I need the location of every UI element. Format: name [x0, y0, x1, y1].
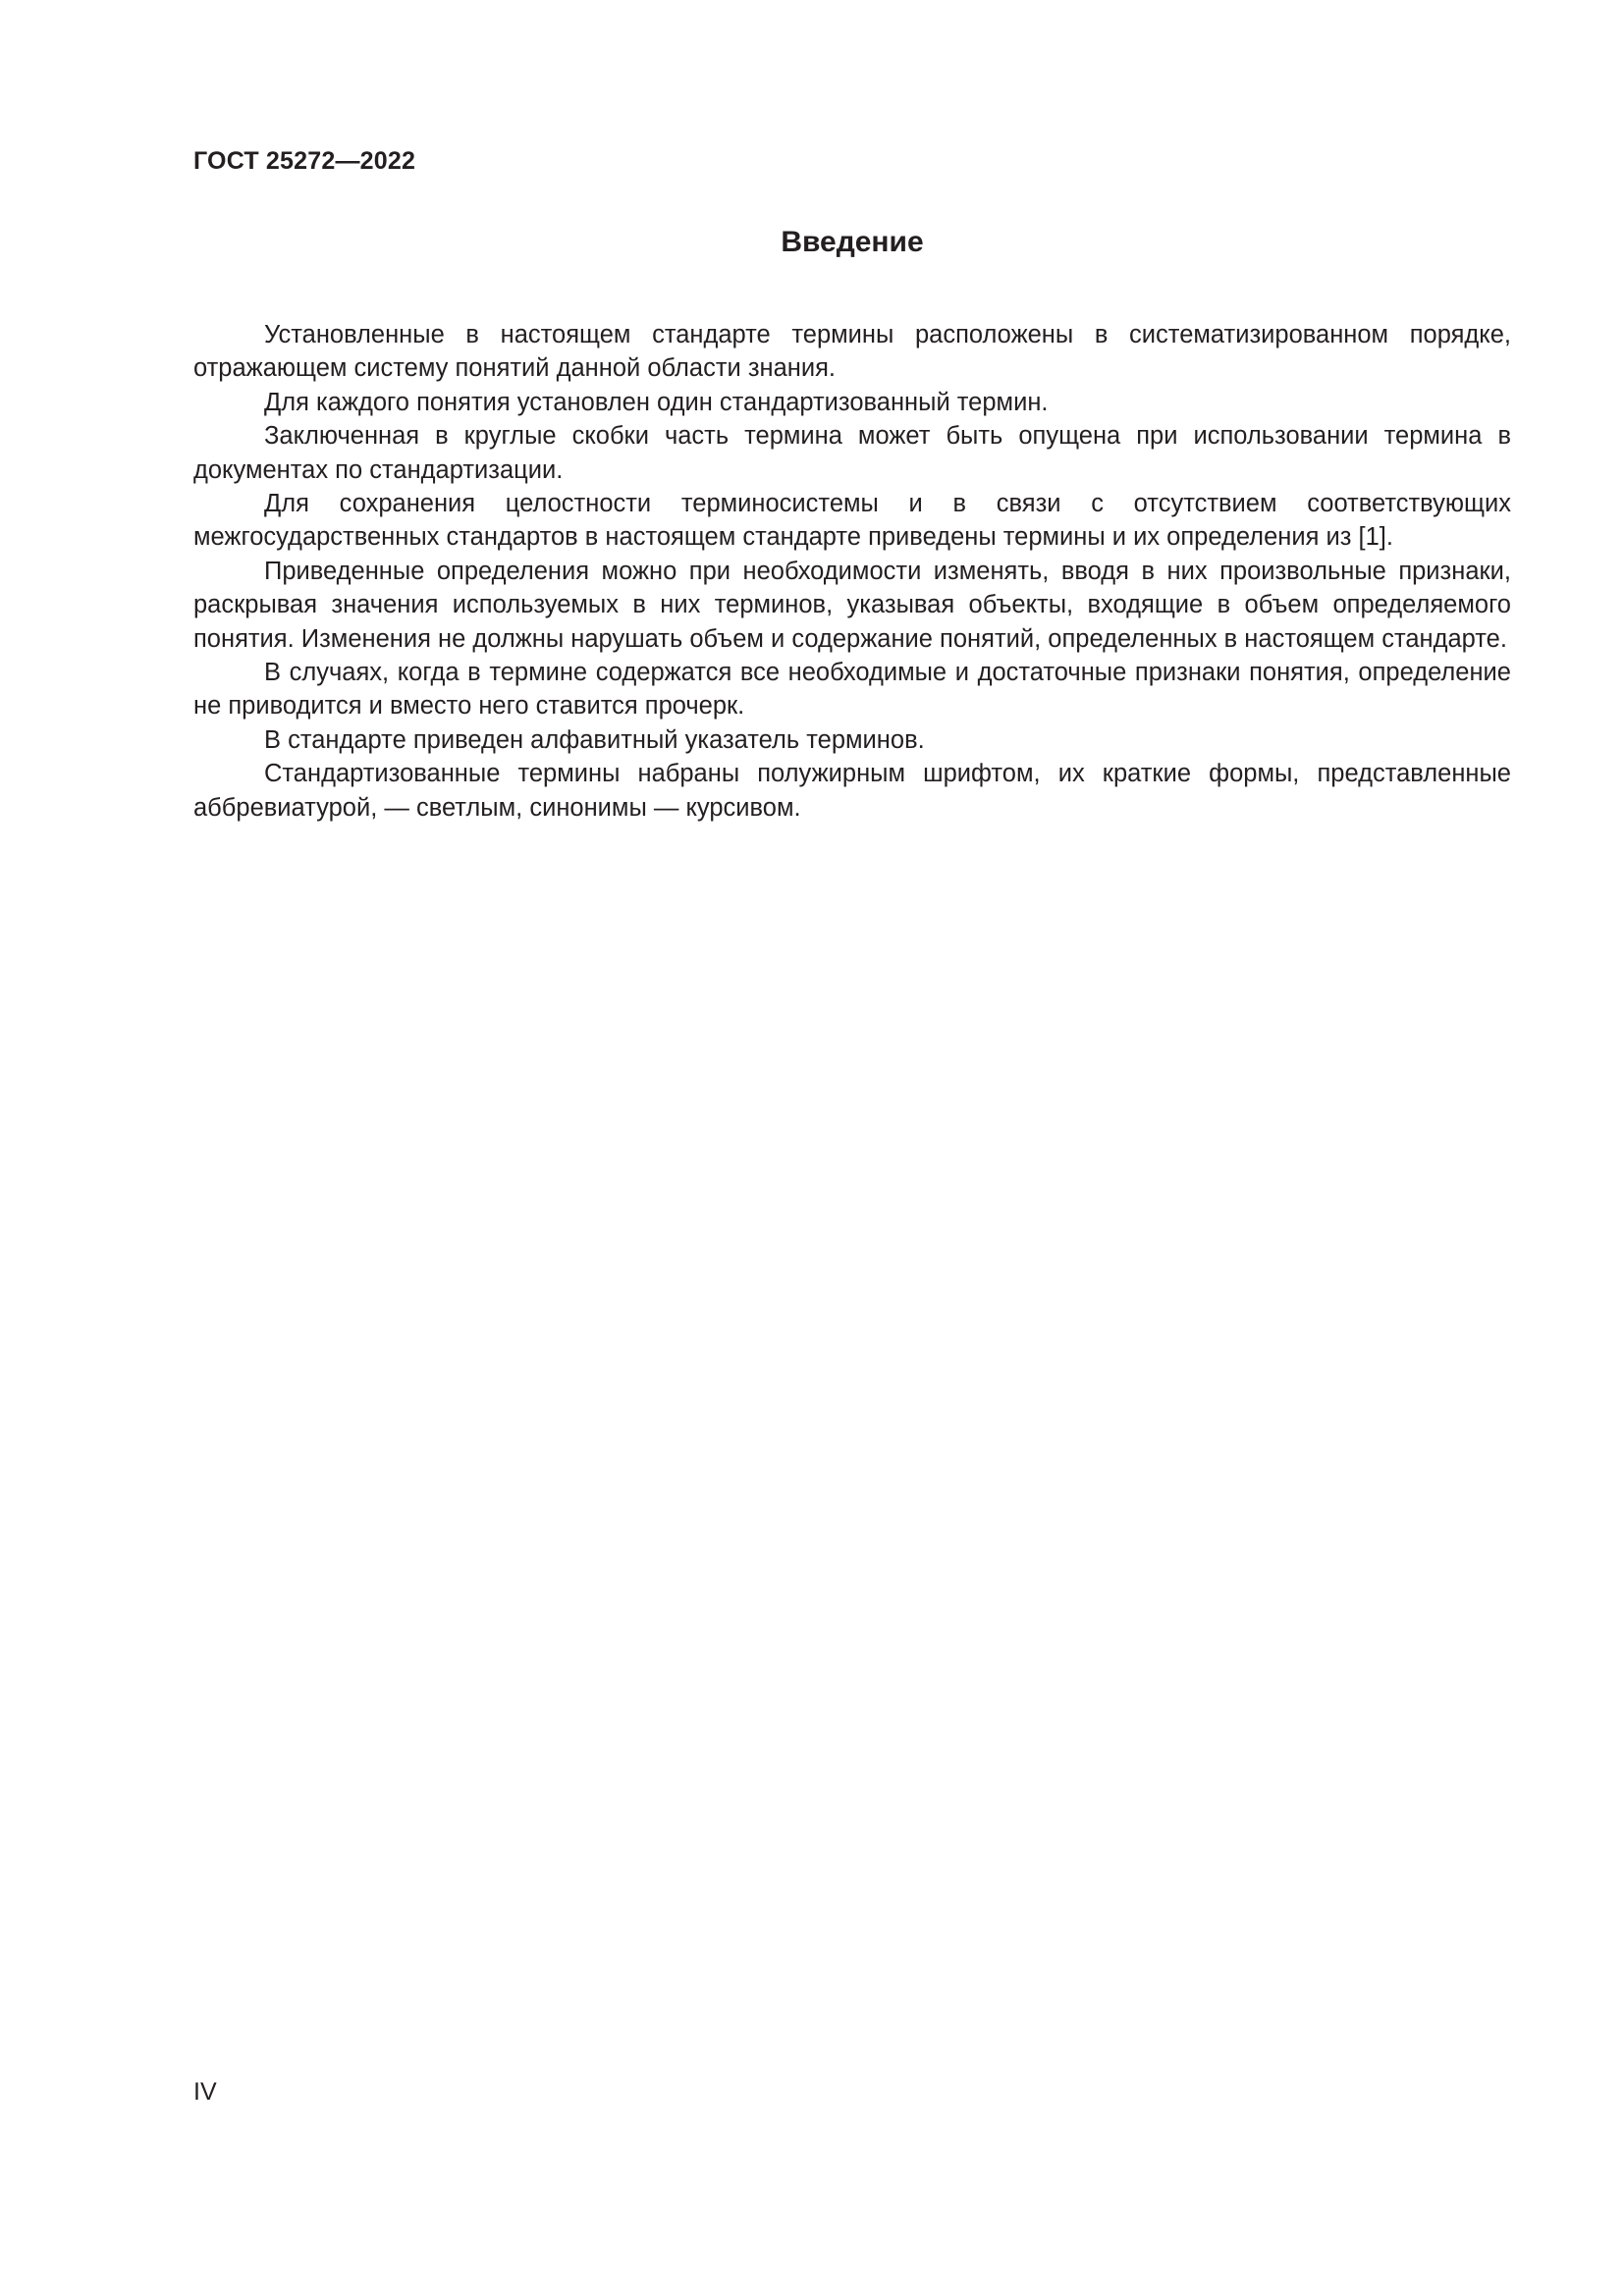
page-number: IV — [193, 2078, 217, 2106]
paragraph: Для сохранения целостности терминосистемы и в связи с отсутствием соответствующих межгосударственных стандартов в настоящем стандарте приведены термины и их определения из [1]. — [193, 490, 1511, 552]
paragraph: В стандарте приведен алфавитный указатель терминов. — [264, 725, 925, 754]
document-code: ГОСТ 25272—2022 — [193, 147, 416, 175]
paragraph: Стандартизованные термины набраны полужирным шрифтом, их краткие формы, представленные аббревиатурой, — светлым, синонимы — курсивом. — [193, 760, 1511, 822]
paragraph: Заключенная в круглые скобки часть термина может быть опущена при использовании термина в документах по стандартизации. — [193, 422, 1511, 484]
paragraph: В случаях, когда в термине содержатся все необходимые и достаточные признаки понятия, определение не приводится и вместо него ставится прочерк. — [193, 659, 1511, 721]
paragraph: Установленные в настоящем стандарте термины расположены в систематизированном порядке, отражающем систему понятий данной области знания. — [193, 321, 1511, 383]
paragraph: Приведенные определения можно при необходимости изменять, вводя в них произвольные признаки, раскрывая значения используемых в них терминов, указывая объекты, входящие в объем определяемого понятия. Изменения не должны нарушать объем и содержание понятий, определенных в настоящем стандарте. — [193, 557, 1511, 653]
section-title: Введение — [781, 226, 924, 258]
paragraph: Для каждого понятия установлен один стандартизованный термин. — [264, 388, 1049, 416]
introduction-body — [193, 318, 1511, 825]
